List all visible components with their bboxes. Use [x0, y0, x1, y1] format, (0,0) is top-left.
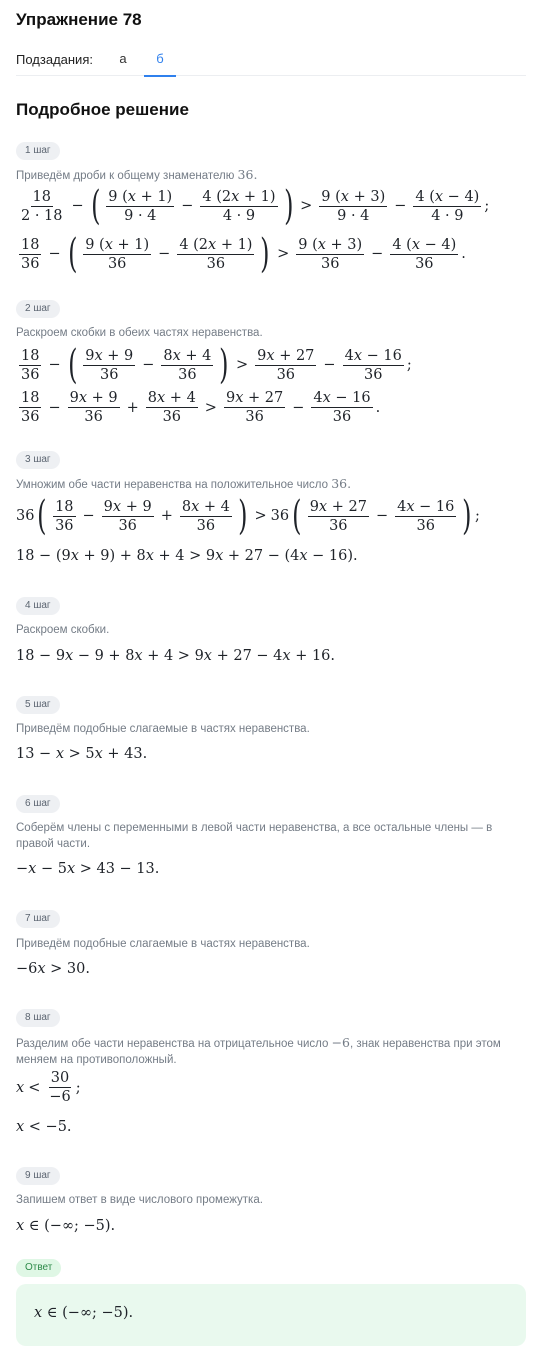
step-formula: −6x > 30. [16, 961, 90, 977]
step-description: Раскроем скобки. [16, 624, 110, 636]
step-description: Приведём подобные слагаемые в частях неравенства. [16, 723, 310, 735]
step-badge: 3 шаг [16, 451, 60, 469]
step-description: Соберём члены с переменными в левой части неравенства, а все остальные члены — в правой части. [16, 822, 493, 850]
step-badge: 8 шаг [16, 1009, 60, 1027]
step-formula: 18 − (9x + 9) + 8x + 4 > 9x + 27 − (4x − 16). [16, 548, 358, 564]
step-description: Разделим обе части неравенства на отрицательное число −6, знак неравенства при этом меняем на противоположный. [16, 1035, 501, 1066]
answer-formula: x ∈ (−∞; −5). [34, 1305, 134, 1321]
step-description: Приведём подобные слагаемые в частях неравенства. [16, 938, 310, 950]
subtask-tab-b[interactable]: б [144, 51, 176, 77]
step-badge: 1 шаг [16, 142, 60, 160]
page-title: Упражнение 78 [16, 10, 142, 29]
step-formula: 36 ( $\frac{18}{36}$ − $\frac{9x + 9}{36}$ + $\frac{8x + 4}{36}$ ) > 36 ( $\frac{9x + 27}{36}$ − $\frac{4x - 16}{36}$ ) ; [16, 493, 480, 539]
subtask-tab-a[interactable]: а [119, 51, 127, 66]
step-formula: −x − 5x > 43 − 13. [16, 861, 160, 877]
step-formula: x < −5. [16, 1119, 72, 1135]
step-description: Умножим обе части неравенства на положительное число 36. [16, 476, 352, 491]
step-badge: 5 шаг [16, 696, 60, 714]
step-description: Запишем ответ в виде числового промежутка. [16, 1194, 263, 1206]
step-formula: $\frac{18}{36}$ − ( $\frac{9 (x + 1)}{36}$ − $\frac{4 (2x + 1)}{36}$ ) > $\frac{9 (x + 3)}{36}$ − $\frac{4 (x - 4)}{36}$ . [21, 231, 466, 277]
step-formula: $\frac{18}{36}$ − $\frac{9x + 9}{36}$ + $\frac{8x + 4}{36}$ > $\frac{9x + 27}{36}$ − $\frac{4x - 16}{36}$ . [21, 390, 381, 425]
subtasks-bar [16, 46, 526, 76]
step-formula: 13 − x > 5x + 43. [16, 746, 148, 762]
answer-badge: Ответ [16, 1259, 61, 1277]
step-badge: 2 шаг [16, 300, 60, 318]
step-badge: 4 шаг [16, 597, 60, 615]
step-formula: x ∈ (−∞; −5). [16, 1218, 116, 1234]
step-formula: 18 − 9x − 9 + 8x + 4 > 9x + 27 − 4x + 16. [16, 648, 336, 664]
section-title: Подробное решение [16, 100, 189, 119]
step-formula: $\frac{18}{2 \cdot 18}$ − ( $\frac{9 (x + 1)}{9 \cdot 4}$ − $\frac{4 (2x + 1)}{4 \cdot 9}$ ) > $\frac{9 (x + 3)}{9 \cdot 4}$ − $\frac{4 (x - 4)}{4 \cdot 9}$ ; [21, 183, 490, 229]
answer-box [16, 1284, 526, 1346]
step-badge: 7 шаг [16, 910, 60, 928]
step-badge: 9 шаг [16, 1167, 60, 1185]
step-description: Приведём дроби к общему знаменателю 36. [16, 167, 258, 182]
step-description: Раскроем скобки в обеих частях неравенства. [16, 327, 263, 339]
subtasks-label: Подзадания: [16, 52, 93, 67]
step-badge: 6 шаг [16, 795, 60, 813]
step-formula: x < $\frac{30}{-6}$ ; [16, 1070, 81, 1105]
step-formula: $\frac{18}{36}$ − ( $\frac{9x + 9}{36}$ − $\frac{8x + 4}{36}$ ) > $\frac{9x + 27}{36}$ − $\frac{4x - 16}{36}$ ; [21, 342, 412, 388]
